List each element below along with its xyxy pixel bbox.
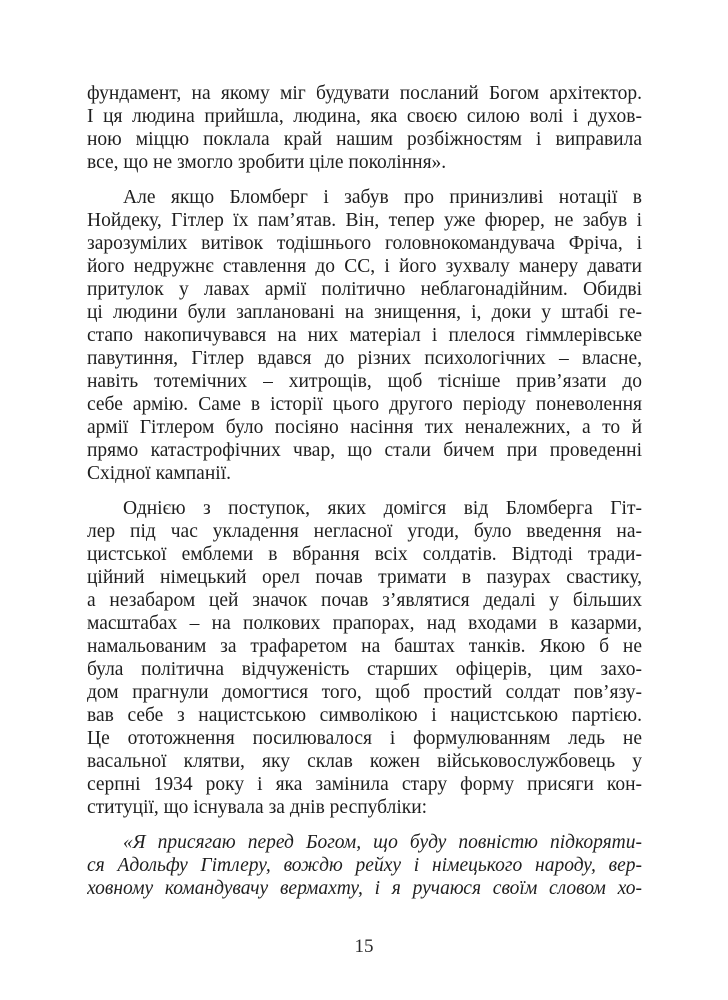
text-line: лер під час укладення негласної угоди, було введення на- [87, 521, 642, 542]
text-line: його недружнє ставлення до СС, і його зухвалу манеру давати [87, 256, 642, 277]
text-line: притулок у лавах армії політично неблагонадійним. Обидві [87, 279, 642, 300]
text-line: ці людини були заплановані на знищення, і, доки у штабі ге- [87, 302, 642, 323]
paragraph [87, 186, 642, 485]
text-line: стапо накопичувався на них матеріал і плелося гіммлерівське [87, 325, 642, 346]
text-line: все, що не змогло зробити ціле покоління». [87, 152, 447, 173]
text-line: ховному командувачу вермахту, і я ручаюся своїм словом хо- [87, 878, 642, 899]
paragraph [87, 497, 642, 819]
text-line: зарозумілих витівок тодішнього головнокомандувача Фріча, і [87, 233, 642, 254]
text-line: І ця людина прийшла, людина, яка своєю силою волі і духов- [87, 106, 642, 127]
text-line: фундамент, на якому міг будувати посланий Богом архітектор. [87, 83, 642, 104]
text-line: Це ототожнення посилювалося і формулюванням ледь не [87, 728, 642, 749]
text-line: ційний німецький орел почав тримати в пазурах свастику, [87, 567, 642, 588]
paragraph [87, 82, 642, 174]
text-block [87, 82, 642, 900]
page-number: 15 [354, 936, 374, 957]
text-line: Східної кампанії. [87, 463, 231, 484]
text-line: васальної клятви, яку склав кожен військовослужбовець у [87, 751, 642, 772]
text-line: дом прагнули домогтися того, щоб простий солдат пов’язу- [87, 682, 642, 703]
text-line: навіть тотемічних – хитрощів, щоб тісніше прив’язати до [87, 371, 642, 392]
paragraph [87, 831, 642, 900]
text-line: ституції, що існувала за днів республіки: [87, 797, 428, 818]
text-line: прямо катастрофічних чвар, що стали бичем при проведенні [87, 440, 642, 461]
text-line: масштабах – на полкових прапорах, над входами в казарми, [87, 613, 642, 634]
text-line: серпні 1934 року і яка замінила стару форму присяги кон- [87, 774, 642, 795]
text-line: цистської емблеми в вбрання всіх солдатів. Відтоді тради- [87, 544, 642, 565]
text-line: павутиння, Гітлер вдався до різних психологічних – власне, [87, 348, 642, 369]
text-line: ся Адольфу Гітлеру, вождю рейху і німецького народу, вер- [87, 855, 642, 876]
text-line: армії Гітлером було посіяно насіння тих неналежних, а то й [87, 417, 642, 438]
text-line: «Я присягаю перед Богом, що буду повністю підкоряти- [123, 832, 642, 853]
text-line: намальованим за трафаретом на баштах танків. Якою б не [87, 636, 642, 657]
text-line: вав себе з нацистською символікою і нацистською партією. [87, 705, 642, 726]
text-line: була політична відчуженість старших офіцерів, цим захо- [87, 659, 642, 680]
text-line: Але якщо Бломберг і забув про принизливі нотації в [123, 187, 642, 208]
text-line: себе армію. Саме в історії цього другого періоду поневолення [87, 394, 642, 415]
text-line: а незабаром цей значок почав з’являтися дедалі у більших [87, 590, 642, 611]
text-line: Нойдеку, Гітлер їх пам’ятав. Він, тепер уже фюрер, не забув і [87, 210, 642, 231]
text-line: Однією з поступок, яких домігся від Бломберга Гіт- [123, 498, 642, 519]
text-line: ною міццю поклала край нашим розбіжностям і виправила [87, 129, 642, 150]
